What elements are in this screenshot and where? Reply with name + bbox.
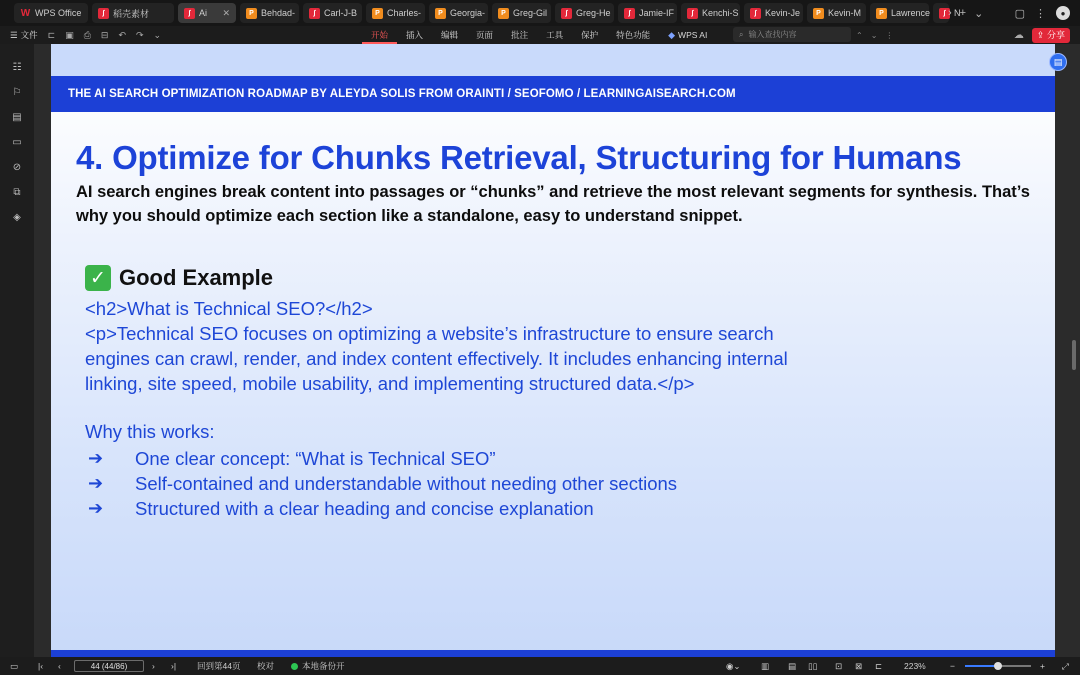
slide-header: THE AI SEARCH OPTIMIZATION ROADMAP BY ALEYDA SOLIS FROM ORAINTI / SEOFOMO / LEARNINGAISEARCH.COM bbox=[51, 76, 1055, 112]
outline-icon[interactable]: ☷ bbox=[12, 61, 22, 73]
search-input[interactable] bbox=[733, 27, 851, 42]
menu-bar bbox=[0, 26, 1080, 44]
next-page-icon[interactable]: › bbox=[152, 661, 155, 671]
good-example-heading bbox=[85, 265, 273, 291]
layers-icon[interactable]: ◈ bbox=[13, 211, 21, 223]
wps-logo-icon: W bbox=[20, 7, 31, 19]
left-sidebar bbox=[0, 44, 34, 657]
list-item-text: Structured with a clear heading and concise explanation bbox=[135, 498, 594, 519]
slide-title: 4. Optimize for Chunks Retrieval, Structuring for Humans bbox=[76, 139, 962, 176]
tab-bar-controls bbox=[948, 3, 983, 23]
doc-ai-icon: ▤ bbox=[1053, 56, 1063, 67]
new-tab-button[interactable]: + bbox=[959, 7, 967, 19]
tab-6[interactable] bbox=[429, 3, 488, 23]
why-label: Why this works: bbox=[85, 421, 215, 442]
undo-icon[interactable]: ↶ bbox=[118, 29, 126, 40]
share-icon: ⇪ bbox=[1036, 29, 1045, 40]
tab-1[interactable] bbox=[92, 3, 174, 23]
ppt-icon: P bbox=[813, 8, 824, 19]
restore-window-icon[interactable]: ▢ bbox=[1014, 7, 1025, 20]
tab-5[interactable] bbox=[366, 3, 425, 23]
save-icon[interactable]: ▣ bbox=[65, 29, 74, 40]
local-backup-status[interactable] bbox=[291, 657, 345, 675]
ribbon-tab-3[interactable]: 页面 bbox=[476, 30, 494, 40]
cloud-sync-icon[interactable]: ☁ bbox=[1013, 29, 1024, 41]
settings-icon[interactable]: ⋮ bbox=[1035, 7, 1046, 20]
tab-10[interactable] bbox=[681, 3, 740, 23]
ribbon-tabs bbox=[362, 26, 716, 44]
tab-8[interactable] bbox=[555, 3, 614, 23]
code-line: <p>Technical SEO focuses on optimizing a website’s infrastructure to ensure search bbox=[85, 323, 774, 344]
ppt-icon: P bbox=[435, 8, 446, 19]
zoom-in-icon[interactable]: + bbox=[1040, 661, 1045, 671]
slide-subtitle: AI search engines break content into passages or “chunks” and retrieve the most relevant segments for synthesis. That’s why you should optimize each section like a standalone, easy to understand snippet. bbox=[76, 183, 1030, 225]
page-number-field[interactable] bbox=[74, 660, 144, 672]
eye-protect-icon[interactable]: ◉⌄ bbox=[726, 660, 741, 671]
reasons-list bbox=[88, 446, 677, 521]
continuous-view-icon[interactable]: ▤ bbox=[788, 660, 797, 671]
tab-0[interactable] bbox=[14, 3, 88, 23]
pdf-icon: ∫ bbox=[561, 8, 572, 19]
share-button[interactable] bbox=[1032, 28, 1070, 43]
copy-icon[interactable]: ⧉ bbox=[13, 186, 21, 198]
tab-bar bbox=[0, 0, 1080, 26]
open-folder-icon[interactable]: ⊏ bbox=[47, 29, 56, 40]
slide-page bbox=[51, 44, 1055, 657]
thumbnail-icon[interactable]: ▤ bbox=[12, 111, 22, 123]
code-line: <h2>What is Technical SEO?</h2> bbox=[85, 298, 373, 319]
prev-page-icon[interactable]: ‹ bbox=[58, 661, 61, 671]
ribbon-tab-1[interactable]: 插入 bbox=[406, 30, 424, 40]
arrow-right-icon: ➔ bbox=[88, 448, 104, 468]
file-menu[interactable] bbox=[10, 29, 38, 41]
fit-width-icon[interactable]: ⊡ bbox=[835, 660, 843, 671]
more-options-icon[interactable]: ⋮ bbox=[885, 30, 894, 40]
pdf-icon: ∫ bbox=[184, 8, 195, 19]
ai-spark-icon: ◆ bbox=[668, 29, 676, 40]
tab-12[interactable] bbox=[807, 3, 866, 23]
avatar[interactable]: ● bbox=[1056, 6, 1070, 20]
check-mark-icon: ✓ bbox=[85, 265, 111, 291]
ribbon-tab-4[interactable]: 批注 bbox=[511, 30, 529, 40]
tab-label: Lawrence bbox=[891, 8, 931, 18]
wps-ai-label: WPS AI bbox=[678, 30, 708, 40]
zoom-slider-handle[interactable] bbox=[994, 662, 1002, 670]
ribbon-tab-5[interactable]: 工具 bbox=[546, 30, 564, 40]
list-item-text: Self-contained and understandable without needing other sections bbox=[135, 473, 678, 494]
ppt-icon: P bbox=[372, 8, 383, 19]
page-top-band bbox=[51, 44, 1055, 76]
print-preview-icon[interactable]: ⊟ bbox=[100, 29, 109, 40]
ribbon-tab-7[interactable]: 特色功能 bbox=[616, 30, 651, 40]
backup-status-icon bbox=[291, 663, 298, 670]
tab-label: Kevin-Je bbox=[765, 8, 801, 18]
zoom-out-icon[interactable]: − bbox=[950, 661, 955, 671]
bookmark-icon[interactable]: ⚐ bbox=[12, 86, 22, 98]
ribbon-tab-0[interactable]: 开始 bbox=[362, 26, 397, 44]
single-page-view-icon[interactable]: ▥ bbox=[761, 660, 770, 671]
zoom-level[interactable]: 223% bbox=[904, 661, 926, 671]
search-icon: ⌕ bbox=[739, 29, 744, 39]
pdf-icon: ∫ bbox=[939, 8, 950, 19]
ai-assistant-button[interactable] bbox=[1049, 53, 1067, 71]
code-line: engines can crawl, render, and index content effectively. It includes enhancing internal bbox=[85, 348, 788, 369]
window-controls bbox=[1015, 0, 1080, 26]
pdf-icon: ∫ bbox=[750, 8, 761, 19]
zoom-slider[interactable] bbox=[965, 665, 1031, 667]
proofread-button[interactable]: 校对 bbox=[257, 661, 275, 671]
search-placeholder: 输入查找内容 bbox=[748, 30, 797, 39]
tab-3[interactable] bbox=[240, 3, 299, 23]
tab-label: Greg-Gil bbox=[513, 8, 548, 18]
fit-page-icon[interactable]: ⊠ bbox=[855, 660, 863, 671]
backup-label: 本地备份开 bbox=[302, 661, 345, 671]
close-tab-icon[interactable]: ✕ bbox=[222, 7, 230, 18]
tab-11[interactable] bbox=[744, 3, 803, 23]
tab-label: WPS Office bbox=[35, 8, 82, 18]
pdf-icon: ∫ bbox=[309, 8, 320, 19]
ribbon-tab-6[interactable]: 保护 bbox=[581, 30, 599, 40]
tab-4[interactable] bbox=[303, 3, 362, 23]
docer-icon: ∫ bbox=[98, 8, 109, 19]
code-example bbox=[85, 296, 985, 396]
ribbon-tab-2[interactable]: 编辑 bbox=[441, 30, 459, 40]
ppt-icon: P bbox=[876, 8, 887, 19]
list-item-text: One clear concept: “What is Technical SEO” bbox=[135, 448, 496, 469]
page-number-value: 44 (44/86) bbox=[90, 661, 128, 671]
redo-icon[interactable]: ↷ bbox=[136, 29, 144, 40]
tab-list-chevron-icon[interactable]: ⌄ bbox=[974, 7, 984, 20]
search-nav bbox=[856, 26, 893, 44]
return-page-link[interactable]: 回到第44页 bbox=[197, 661, 241, 671]
pdf-icon: ∫ bbox=[624, 8, 635, 19]
tab-label: Georgia- bbox=[450, 8, 486, 18]
list-item bbox=[88, 496, 677, 521]
last-page-icon[interactable]: ›| bbox=[171, 661, 177, 671]
tab-2[interactable] bbox=[178, 3, 236, 23]
arrow-right-icon: ➔ bbox=[88, 473, 104, 493]
status-bar bbox=[0, 657, 1080, 675]
code-line: linking, site speed, mobile usability, and implementing structured data.</p> bbox=[85, 373, 695, 394]
ppt-icon: P bbox=[498, 8, 509, 19]
ppt-icon: P bbox=[246, 8, 257, 19]
search-prev-icon[interactable]: ⌃ bbox=[856, 30, 863, 40]
tab-label: Kenchi-S bbox=[702, 8, 739, 18]
arrow-right-icon: ➔ bbox=[88, 498, 104, 518]
actual-size-icon[interactable]: ⊏ bbox=[875, 660, 883, 671]
wps-ai-button[interactable] bbox=[659, 30, 716, 41]
tab-label: Carl-J-B bbox=[324, 8, 357, 18]
tab-9[interactable] bbox=[618, 3, 677, 23]
tab-label: 稻壳素材 bbox=[113, 8, 150, 19]
pdf-icon: ∫ bbox=[687, 8, 698, 19]
tab-13[interactable] bbox=[870, 3, 929, 23]
print-icon[interactable]: ⎙ bbox=[83, 29, 91, 40]
vertical-scrollbar[interactable] bbox=[1072, 340, 1076, 370]
tab-label: N bbox=[954, 8, 961, 18]
tab-scroll-right-icon[interactable]: › bbox=[948, 7, 952, 19]
document-view[interactable] bbox=[34, 44, 1080, 657]
page-bottom-band bbox=[51, 650, 1055, 657]
first-page-icon[interactable]: |‹ bbox=[38, 661, 44, 671]
attachment-icon[interactable]: ⊘ bbox=[12, 161, 22, 173]
tab-label: Greg-He bbox=[576, 8, 611, 18]
tab-label: Behdad- bbox=[261, 8, 296, 18]
menu-lines-icon: ☰ bbox=[10, 29, 18, 40]
list-item bbox=[88, 471, 677, 496]
tab-label: Kevin-M bbox=[828, 8, 862, 18]
tab-7[interactable] bbox=[492, 3, 551, 23]
tab-label: Charles- bbox=[387, 8, 422, 18]
sidebar-toggle-icon[interactable]: ▭ bbox=[10, 660, 19, 671]
fullscreen-icon[interactable]: ⤢ bbox=[1062, 660, 1069, 671]
tab-14[interactable] bbox=[933, 3, 961, 23]
file-menu-label: 文件 bbox=[20, 30, 38, 40]
good-example-label: Good Example bbox=[119, 265, 274, 290]
tab-label: Jamie-IF bbox=[639, 8, 675, 18]
tab-label: Ai bbox=[199, 8, 208, 18]
two-page-view-icon[interactable]: ▯▯ bbox=[808, 660, 818, 671]
comment-icon[interactable]: ▭ bbox=[12, 136, 22, 148]
quick-access-chevron-icon[interactable]: ⌄ bbox=[153, 29, 162, 40]
share-label: 分享 bbox=[1046, 29, 1065, 40]
list-item bbox=[88, 446, 677, 471]
search-next-icon[interactable]: ⌄ bbox=[870, 30, 878, 40]
